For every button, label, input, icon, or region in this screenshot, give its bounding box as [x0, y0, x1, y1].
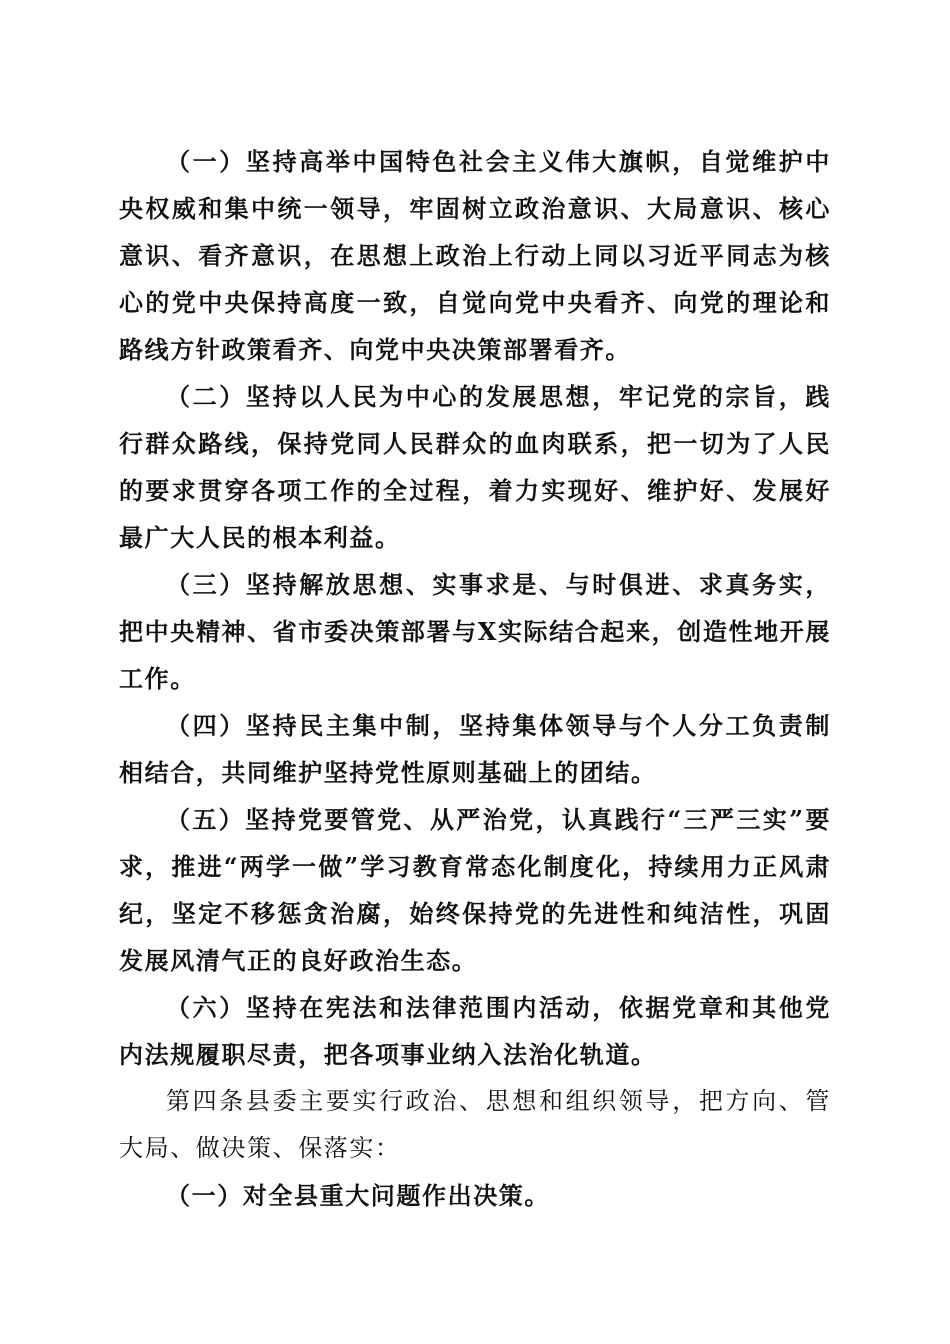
paragraph-principle-1: （一）坚持高举中国特色社会主义伟大旗帜，自觉维护中央权威和集中统一领导，牢固树立政治意识、大局意识、核心意识、看齐意识，在思想上政治上行动上同以习近平同志为核心的党中央保持高度一致，自觉向党中央看齐、向党的理论和路线方针政策看齐、向党中央决策部署看齐。: [119, 147, 831, 364]
paragraph-principle-5: （五）坚持党要管党、从严治党，认真践行“三严三实”要求，推进“两学一做”学习教育常态化制度化，持续用力正风肃纪，坚定不移惩贪治腐，始终保持党的先进性和纯洁性，巩固发展风清气正的良好政治生态。: [119, 805, 831, 975]
paragraph-principle-6: （六）坚持在宪法和法律范围内活动，依据党章和其他党内法规履职尽责，把各项事业纳入法治化轨道。: [119, 993, 831, 1069]
paragraph-principle-4: （四）坚持民主集中制，坚持集体领导与个人分工负责制相结合，共同维护坚持党性原则基础上的团结。: [119, 711, 831, 787]
paragraph-principle-3: （三）坚持解放思想、实事求是、与时俱进、求真务实，把中央精神、省市委决策部署与X实际结合起来，创造性地开展工作。: [119, 570, 831, 693]
paragraph-principle-2: （二）坚持以人民为中心的发展思想，牢记党的宗旨，践行群众路线，保持党同人民群众的血肉联系，把一切为了人民的要求贯穿各项工作的全过程，着力实现好、维护好、发展好最广大人民的根本利益。: [119, 382, 831, 552]
paragraph-article-4-item-1: （一）对全县重大问题作出决策。: [166, 1181, 550, 1210]
document-body: [119, 138, 831, 1219]
paragraph-article-4: 第四条县委主要实行政治、思想和组织领导，把方向、管大局、做决策、保落实：: [119, 1087, 831, 1162]
